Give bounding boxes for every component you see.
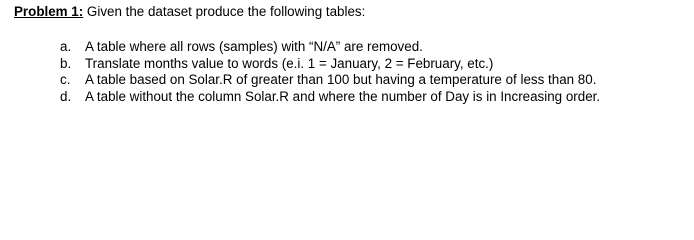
- problem-intro: Given the dataset produce the following tables:: [83, 4, 366, 19]
- task-item-b: [60, 56, 660, 73]
- task-marker: a.: [60, 39, 72, 54]
- task-marker: b.: [60, 55, 72, 71]
- task-item-c: [60, 72, 660, 89]
- task-item-d: [60, 89, 660, 106]
- problem-label: Problem 1:: [14, 4, 84, 19]
- task-marker: c.: [60, 72, 71, 87]
- problem-heading: [14, 4, 365, 20]
- task-item-a: [60, 39, 660, 56]
- task-text: A table without the column Solar.R and where the number of Day is in Increasing order.: [85, 88, 601, 104]
- task-text: A table where all rows (samples) with “N/A” are removed.: [85, 39, 423, 54]
- task-text: A table based on Solar.R of greater than 100 but having a temperature of less than 80.: [85, 72, 597, 87]
- task-list: [60, 39, 660, 105]
- task-marker: d.: [60, 88, 72, 104]
- task-text: Translate months value to words (e.i. 1 = January, 2 = February, etc.): [85, 55, 494, 71]
